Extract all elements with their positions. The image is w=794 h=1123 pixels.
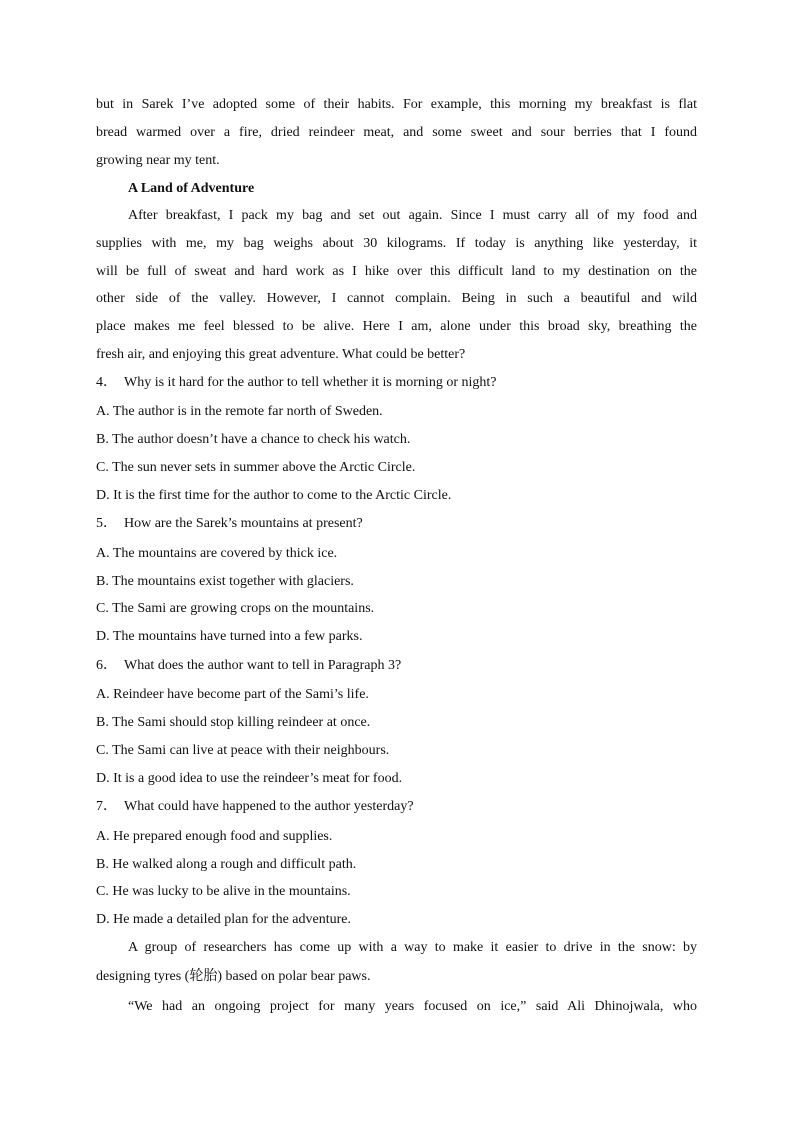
- question-text: How are the Sarek’s mountains at present?: [124, 516, 363, 531]
- option-c: C. The sun never sets in summer above the Arctic Circle.: [96, 460, 416, 475]
- passage-line: place makes me feel blessed to be alive. Here I am, alone under this broad sky, breathing the: [96, 319, 697, 334]
- passage-line: bread warmed over a fire, dried reindeer meat, and some sweet and sour berries that I found: [96, 125, 697, 140]
- option-c: C. The Sami can live at peace with their neighbours.: [96, 743, 390, 758]
- option-b: B. The Sami should stop killing reindeer at once.: [96, 715, 371, 730]
- question-number: 5．: [96, 516, 117, 531]
- question-4: [96, 373, 697, 393]
- passage-line: A group of researchers has come up with a way to make it easier to drive in the snow: by: [128, 940, 697, 955]
- option-c: C. The Sami are growing crops on the mountains.: [96, 601, 375, 616]
- option-a: A. The author is in the remote far north of Sweden.: [96, 404, 383, 419]
- option-c: C. He was lucky to be alive in the mountains.: [96, 884, 351, 899]
- passage-line: designing tyres (轮胎) based on polar bear paws.: [96, 969, 371, 984]
- option-b: B. The mountains exist together with glaciers.: [96, 574, 354, 589]
- option-b: B. The author doesn’t have a chance to check his watch.: [96, 432, 411, 447]
- option-a: A. Reindeer have become part of the Sami’s life.: [96, 687, 369, 702]
- question-number: 6．: [96, 658, 117, 673]
- passage-line: fresh air, and enjoying this great adventure. What could be better?: [96, 347, 466, 362]
- option-d: D. It is a good idea to use the reindeer’s meat for food.: [96, 771, 403, 786]
- passage-line: growing near my tent.: [96, 153, 220, 168]
- passage-line: but in Sarek I’ve adopted some of their habits. For example, this morning my breakfast is flat: [96, 97, 697, 112]
- question-7: [96, 797, 697, 817]
- option-a: A. The mountains are covered by thick ice.: [96, 546, 338, 561]
- passage-line: “We had an ongoing project for many years focused on ice,” said Ali Dhinojwala, who: [128, 999, 697, 1014]
- question-5: [96, 514, 697, 534]
- passage-line: After breakfast, I pack my bag and set out again. Since I must carry all of my food and: [128, 208, 697, 223]
- option-b: B. He walked along a rough and difficult path.: [96, 857, 357, 872]
- question-6: [96, 656, 697, 676]
- question-number: 7．: [96, 799, 117, 814]
- section-heading: A Land of Adventure: [128, 181, 255, 196]
- passage-line: supplies with me, my bag weighs about 30 kilograms. If today is anything like yesterday, it: [96, 236, 697, 251]
- option-d: D. He made a detailed plan for the adventure.: [96, 912, 352, 927]
- option-d: D. It is the first time for the author to come to the Arctic Circle.: [96, 488, 452, 503]
- question-text: What could have happened to the author yesterday?: [124, 799, 414, 814]
- passage-line: will be full of sweat and hard work as I hike over this difficult land to my destination on the: [96, 264, 697, 279]
- option-a: A. He prepared enough food and supplies.: [96, 829, 333, 844]
- question-text: Why is it hard for the author to tell whether it is morning or night?: [124, 375, 497, 390]
- option-d: D. The mountains have turned into a few parks.: [96, 629, 363, 644]
- question-text: What does the author want to tell in Paragraph 3?: [124, 658, 402, 673]
- question-number: 4．: [96, 375, 117, 390]
- passage-line: other side of the valley. However, I cannot complain. Being in such a beautiful and wild: [96, 291, 697, 306]
